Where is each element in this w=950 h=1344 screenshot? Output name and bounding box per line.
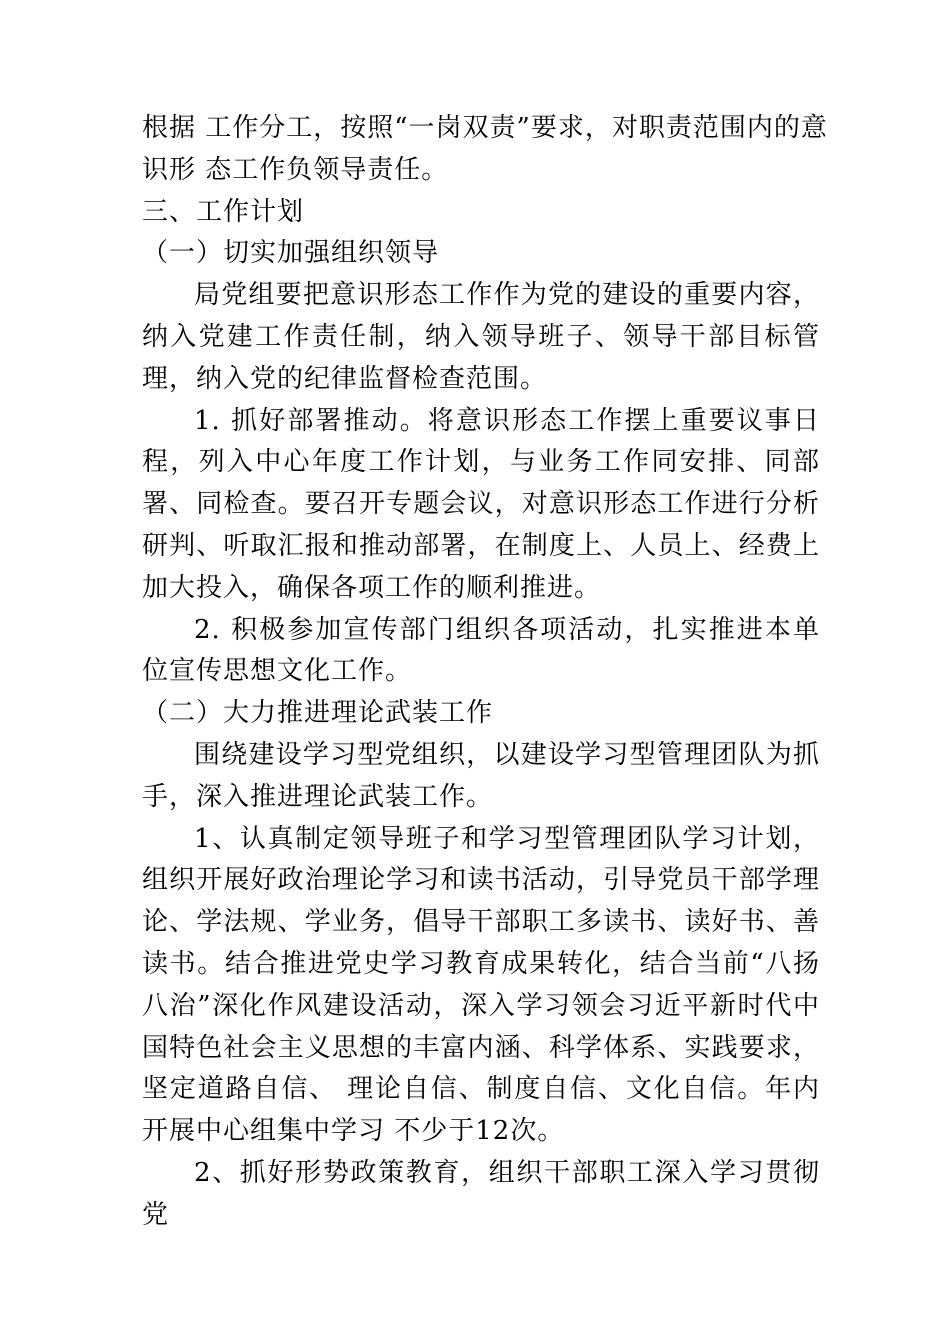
paragraph-propaganda-activities: 2. 积极参加宣传部门组织各项活动，扎实推进本单位宣传思想文化工作。 bbox=[142, 614, 820, 687]
section-heading-work-plan: 三、工作计划 bbox=[142, 196, 305, 227]
subsection-heading-organization: （一）切实加强组织领导 bbox=[142, 238, 440, 269]
paragraph-deployment: 1. 抓好部署推动。将意识形态工作摆上重要议事日程，列入中心年度工作计划，与业务工作同安排、同部署、同检查。要召开专题会议，对意识形态工作进行分析研判、听取汇报和推动部署，在制度上、人员上、经费上加大投入，确保各项工作的顺利推进。 bbox=[142, 405, 820, 603]
paragraph-policy-education: 2、抓好形势政策教育，组织干部职工深入学习贯彻党 bbox=[142, 1157, 820, 1230]
paragraph-responsibility bbox=[142, 108, 828, 192]
paragraph-party-group: 局党组要把意识形态工作作为党的建设的重要内容，纳入党建工作责任制，纳入领导班子、领导干部目标管理，纳入党的纪律监督检查范围。 bbox=[142, 280, 820, 394]
document-body bbox=[142, 108, 828, 1237]
paragraph-responsibility-line-1: 根据 工作分工，按照“一岗双责”要求，对职责范围内的意 bbox=[142, 113, 828, 143]
paragraph-learning-organization: 围绕建设学习型党组织，以建设学习型管理团队为抓手，深入推进理论武装工作。 bbox=[142, 739, 820, 812]
paragraph-responsibility-line-2: 识形 态工作负领导责任。 bbox=[142, 154, 449, 185]
subsection-heading-theory: （二）大力推进理论武装工作 bbox=[142, 698, 494, 729]
paragraph-study-plan: 1、认真制定领导班子和学习型管理团队学习计划，组织开展好政治理论学习和读书活动，引导党员干部学理论、学法规、学业务，倡导干部职工多读书、读好书、善读书。结合推进党史学习教育成果转化，结合当前“八扬八治”深化作风建设活动，深入学习领会习近平新时代中国特色社会主义思想的丰富内涵、科学体系、实践要求，坚定道路自信、 理论自信、制度自信、文化自信。年内开展中心组集中学习 不少于12次。 bbox=[142, 823, 820, 1147]
